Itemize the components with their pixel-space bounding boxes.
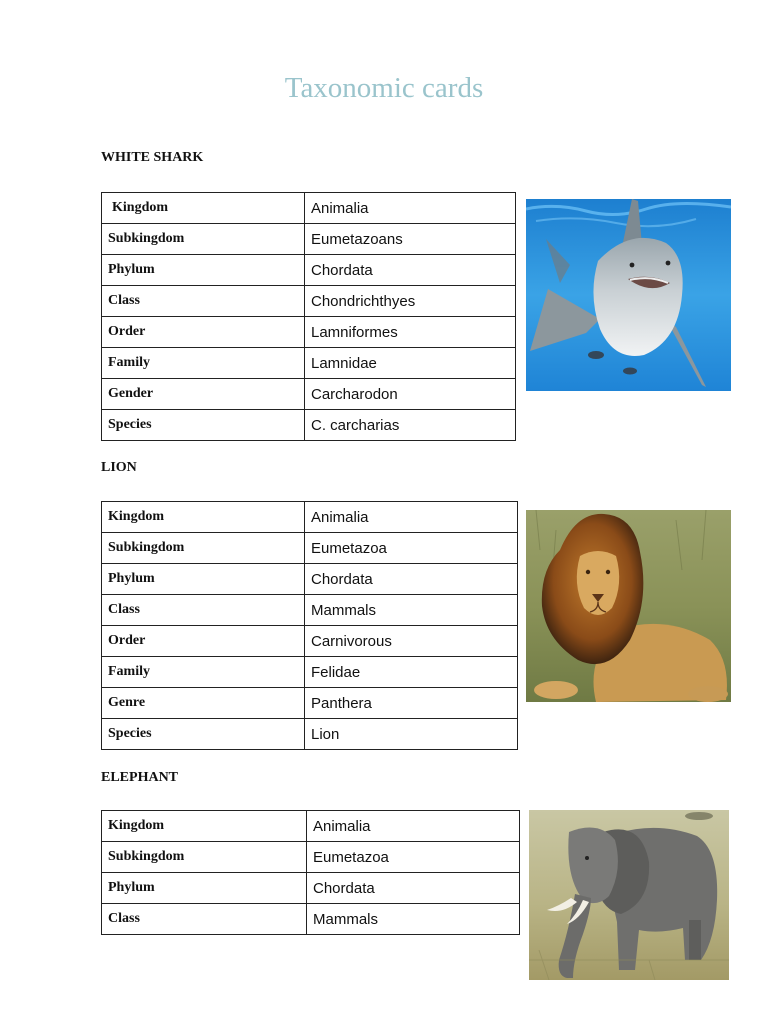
rank-label: Class — [102, 904, 307, 935]
rank-value: Chordata — [307, 873, 520, 904]
rank-value: Eumetazoa — [305, 533, 518, 564]
rank-label: Family — [102, 657, 305, 688]
table-row — [102, 193, 516, 224]
table-row — [102, 410, 516, 441]
table-row — [102, 811, 520, 842]
table-row — [102, 317, 516, 348]
rank-value: C. carcharias — [305, 410, 516, 441]
lion-photo — [526, 510, 731, 702]
page-title: Taxonomic cards — [284, 72, 484, 104]
rank-label: Kingdom — [102, 502, 305, 533]
rank-label: Order — [102, 626, 305, 657]
rank-label: Species — [102, 410, 305, 441]
rank-label: Kingdom — [102, 811, 307, 842]
rank-value: Eumetazoans — [305, 224, 516, 255]
rank-value: Lamniformes — [305, 317, 516, 348]
table-row — [102, 595, 518, 626]
rank-value: Animalia — [305, 502, 518, 533]
taxonomy-table-lion — [101, 501, 518, 750]
rank-label: Subkingdom — [102, 224, 305, 255]
rank-label: Subkingdom — [102, 842, 307, 873]
rank-value: Carnivorous — [305, 626, 518, 657]
rank-label: Kingdom — [102, 193, 305, 224]
rank-value: Chordata — [305, 255, 516, 286]
rank-value: Chondrichthyes — [305, 286, 516, 317]
rank-value: Panthera — [305, 688, 518, 719]
table-row — [102, 688, 518, 719]
table-row — [102, 657, 518, 688]
white-shark-photo — [526, 199, 731, 391]
rank-label: Family — [102, 348, 305, 379]
rank-label: Phylum — [102, 255, 305, 286]
rank-label: Genre — [102, 688, 305, 719]
rank-label: Class — [102, 286, 305, 317]
elephant-photo — [529, 810, 729, 980]
table-row — [102, 904, 520, 935]
table-row — [102, 502, 518, 533]
table-row — [102, 842, 520, 873]
rank-value: Animalia — [305, 193, 516, 224]
rank-label: Phylum — [102, 873, 307, 904]
rank-value: Felidae — [305, 657, 518, 688]
rank-value: Eumetazoa — [307, 842, 520, 873]
rank-value: Chordata — [305, 564, 518, 595]
section-heading-lion: LION — [101, 460, 137, 475]
taxonomy-table-white-shark — [101, 192, 516, 441]
table-row — [102, 255, 516, 286]
rank-value: Lamnidae — [305, 348, 516, 379]
table-row — [102, 564, 518, 595]
rank-value: Mammals — [305, 595, 518, 626]
table-row — [102, 533, 518, 564]
rank-label: Species — [102, 719, 305, 750]
table-row — [102, 719, 518, 750]
rank-label: Gender — [102, 379, 305, 410]
table-row — [102, 873, 520, 904]
rank-label: Order — [102, 317, 305, 348]
rank-value: Carcharodon — [305, 379, 516, 410]
rank-value: Lion — [305, 719, 518, 750]
rank-value: Animalia — [307, 811, 520, 842]
table-row — [102, 286, 516, 317]
table-row — [102, 348, 516, 379]
rank-label: Class — [102, 595, 305, 626]
rank-label: Subkingdom — [102, 533, 305, 564]
table-row — [102, 224, 516, 255]
rank-value: Mammals — [307, 904, 520, 935]
section-heading-elephant: ELEPHANT — [101, 770, 179, 785]
table-row — [102, 626, 518, 657]
rank-label: Phylum — [102, 564, 305, 595]
taxonomy-table-elephant — [101, 810, 520, 935]
section-heading-white-shark: WHITE SHARK — [101, 150, 204, 165]
table-row — [102, 379, 516, 410]
